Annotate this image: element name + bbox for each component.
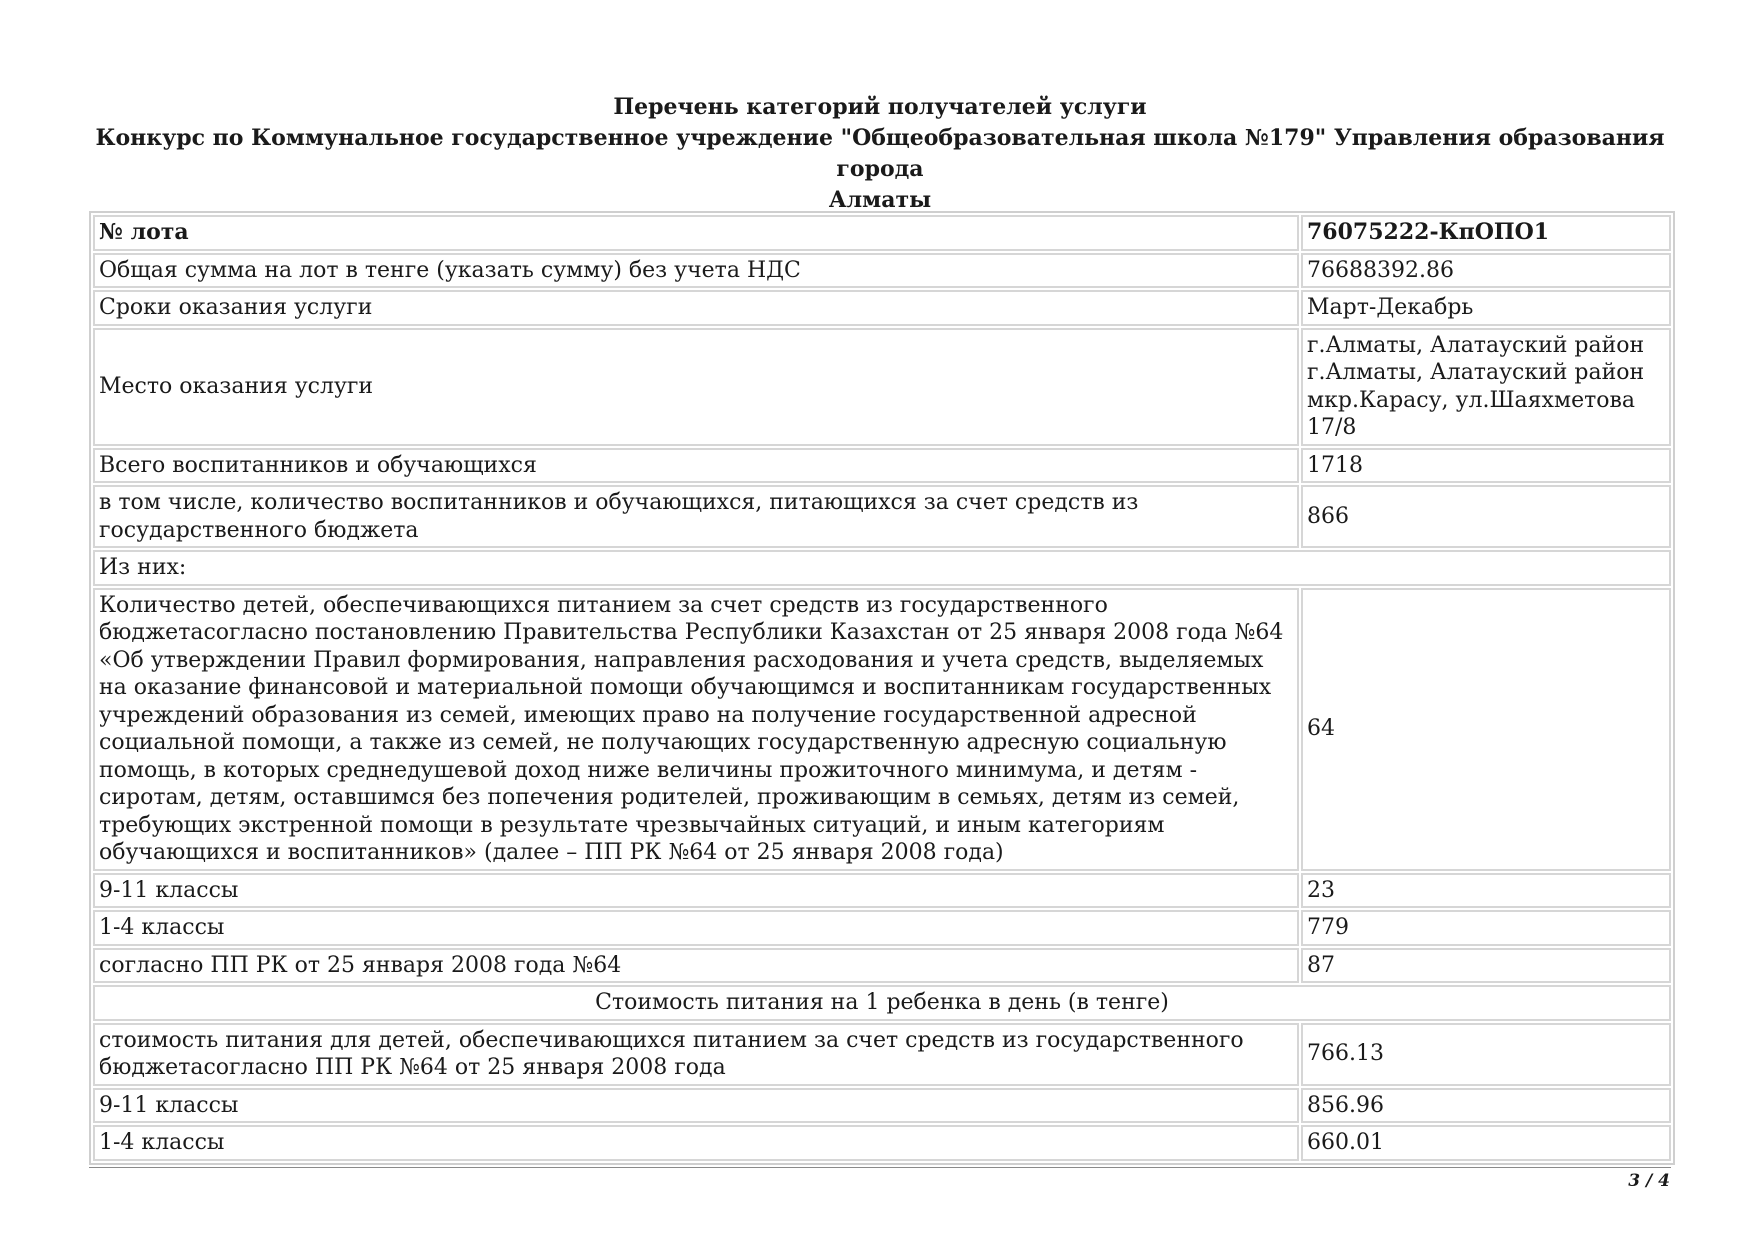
table-row-cost-9-11 [93, 1088, 1671, 1124]
grades-1-4-value: 779 [1301, 910, 1671, 946]
lot-number-label: № лота [93, 215, 1299, 251]
cost-1-4-value: 660.01 [1301, 1125, 1671, 1161]
table-row-of-them [93, 550, 1671, 586]
table-row-cost-1-4 [93, 1125, 1671, 1161]
cost-section-title: Стоимость питания на 1 ребенка в день (в тенге) [93, 985, 1671, 1021]
total-sum-label: Общая сумма на лот в тенге (указать сумму) без учета НДС [93, 253, 1299, 289]
document-subtitle-line-1: Конкурс по Коммунальное государственное учреждение "Общеобразовательная школа №179" Управления образования города [95, 125, 1665, 182]
of-them-label: Из них: [93, 550, 1671, 586]
terms-label: Сроки оказания услуги [93, 290, 1299, 326]
cost-9-11-label: 9-11 классы [93, 1088, 1299, 1124]
cost-pp64-label: стоимость питания для детей, обеспечивающихся питанием за счет средств из государственного бюджетасогласно ПП РК №64 от 25 января 2008 года [93, 1023, 1299, 1086]
grades-9-11-value: 23 [1301, 873, 1671, 909]
table-row-cost-pp64 [93, 1023, 1671, 1086]
place-value: г.Алматы, Алатауский район г.Алматы, Алатауский район мкр.Карасу, ул.Шаяхметова 17/8 [1301, 328, 1671, 446]
footer-divider [89, 1167, 1671, 1168]
pp64-long-label: Количество детей, обеспечивающихся питанием за счет средств из государственного бюджетасогласно постановлению Правительства Республики Казахстан от 25 января 2008 года №64 «Об утверждении Правил формирования, направления расходования и учета средств, выделяемых на оказание финансовой и материальной помощи обучающимся и воспитанникам государственных учреждений образования из семей, имеющих право на получение государственной адресной социальной помощи, а также из семей, не получающих государственную адресную социальную помощь, в которых среднедушевой доход ниже величины прожиточного минимума, и детям - сиротам, детям, оставшимся без попечения родителей, проживающим в семьях, детям из семей, требующих экстренной помощи в результате чрезвычайных ситуаций, и иным категориям обучающихся и воспитанников» (далее – ПП РК №64 от 25 января 2008 года) [93, 588, 1299, 871]
grades-1-4-label: 1-4 классы [93, 910, 1299, 946]
terms-value: Март-Декабрь [1301, 290, 1671, 326]
pp64-short-value: 87 [1301, 948, 1671, 984]
pp64-short-label: согласно ПП РК от 25 января 2008 года №64 [93, 948, 1299, 984]
cost-pp64-value: 766.13 [1301, 1023, 1671, 1086]
cost-9-11-value: 856.96 [1301, 1088, 1671, 1124]
table-row-lot-number [93, 215, 1671, 251]
table-row-pp64-short [93, 948, 1671, 984]
table-row-total-sum [93, 253, 1671, 289]
table-row-place [93, 328, 1671, 446]
page-number: 3 / 4 [1628, 1171, 1670, 1191]
document-header [90, 92, 1670, 216]
table-row-terms [93, 290, 1671, 326]
table-row-budget-students [93, 485, 1671, 548]
pp64-long-value: 64 [1301, 588, 1671, 871]
table-row-grades-9-11 [93, 873, 1671, 909]
budget-students-label: в том числе, количество воспитанников и обучающихся, питающихся за счет средств из государственного бюджета [93, 485, 1299, 548]
table-row-total-students [93, 448, 1671, 484]
grades-9-11-label: 9-11 классы [93, 873, 1299, 909]
document-subtitle-line-2: Алматы [828, 187, 932, 213]
place-label: Место оказания услуги [93, 328, 1299, 446]
cost-1-4-label: 1-4 классы [93, 1125, 1299, 1161]
table-row-grades-1-4 [93, 910, 1671, 946]
total-students-value: 1718 [1301, 448, 1671, 484]
total-students-label: Всего воспитанников и обучающихся [93, 448, 1299, 484]
document-title: Перечень категорий получателей услуги [613, 94, 1147, 120]
budget-students-value: 866 [1301, 485, 1671, 548]
total-sum-value: 76688392.86 [1301, 253, 1671, 289]
lot-number-value: 76075222-КпОПО1 [1301, 215, 1671, 251]
table-row-pp64-long [93, 588, 1671, 871]
table-row-cost-section [93, 985, 1671, 1021]
lot-details-table [89, 211, 1675, 1165]
